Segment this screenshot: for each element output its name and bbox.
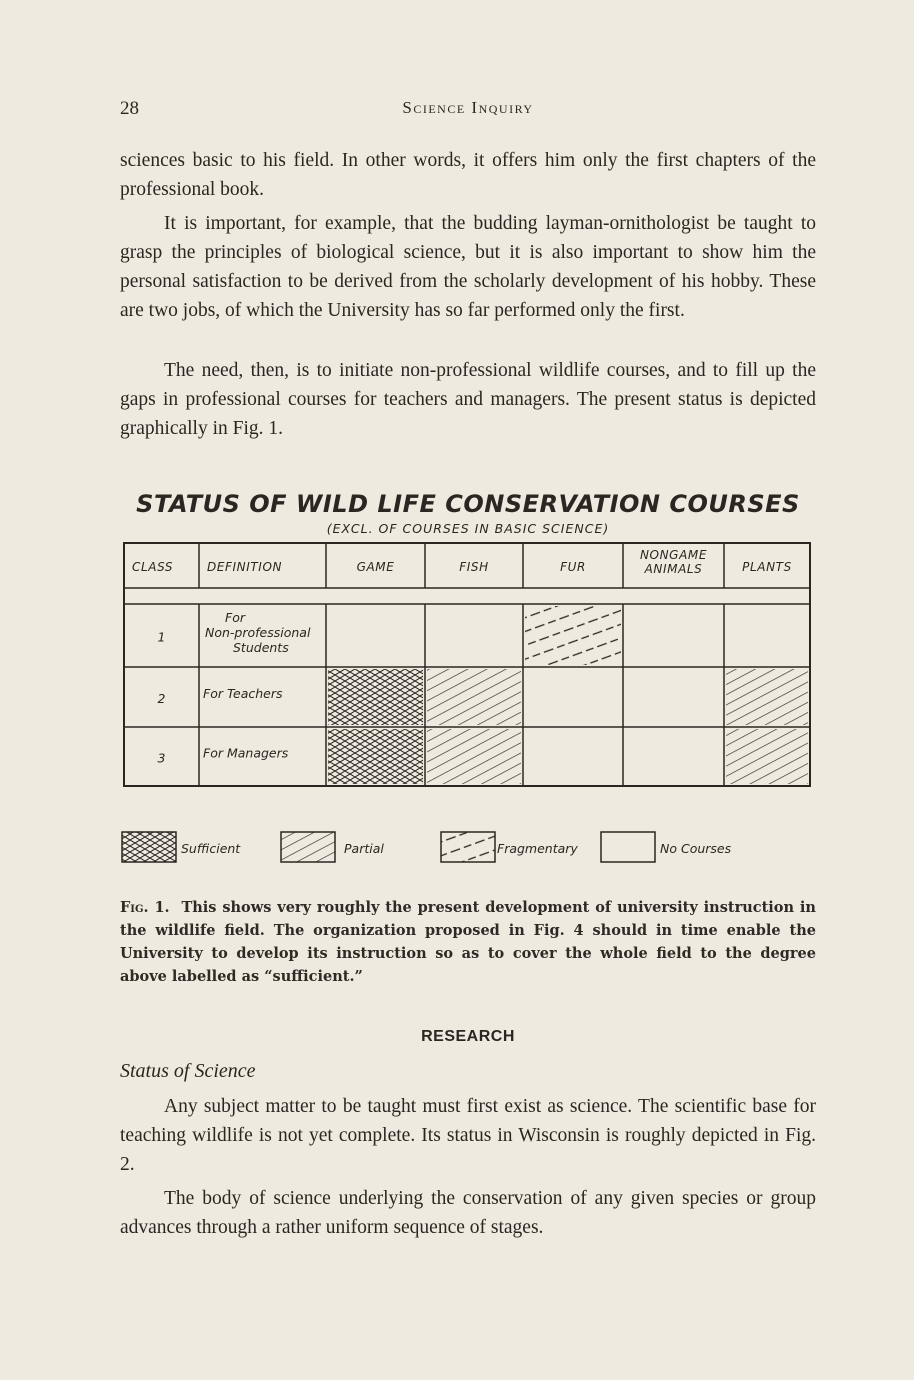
header-definition: DEFINITION xyxy=(207,560,283,574)
legend-label-partial: Partial xyxy=(344,841,384,856)
paragraph-continuation: sciences basic to his field. In other words, it offers him only the first chapters of the professional book. xyxy=(120,150,816,200)
header-nongame-animals-line: ANIMALS xyxy=(644,562,703,576)
header-plants: PLANTS xyxy=(742,560,792,574)
cell-plants-partial xyxy=(726,729,808,784)
cell-game-sufficient xyxy=(328,729,423,784)
header-fur: FUR xyxy=(560,560,586,574)
class-number-3: 3 xyxy=(157,750,166,766)
definition-line: Non-professional xyxy=(205,625,311,640)
header-game: GAME xyxy=(356,560,395,574)
cell-plants-partial xyxy=(726,669,808,725)
class-number-2: 2 xyxy=(157,691,166,706)
cell-fish-partial xyxy=(427,729,521,784)
legend-swatch-none xyxy=(601,832,655,862)
legend-swatch-partial xyxy=(281,832,335,862)
cell-fur-fragmentary xyxy=(525,606,621,665)
definition-line: For xyxy=(225,610,245,625)
running-title: Science Inquiry xyxy=(402,98,534,117)
definition-2: For Teachers xyxy=(203,686,283,701)
legend-label-sufficient: Sufficient xyxy=(181,841,241,856)
class-number-1: 1 xyxy=(157,629,166,645)
figure-title: STATUS OF WILD LIFE CONSERVATION COURSES xyxy=(136,490,800,518)
header-class: CLASS xyxy=(132,560,174,574)
legend-label-fragmentary: Fragmentary xyxy=(497,841,578,856)
paragraph-need: The need, then, is to initiate non-professional wildlife courses, and to fill up the gaps in professional courses for teachers and managers. The present status is depicted graphically in Fig. 1. xyxy=(120,360,816,439)
paragraph-body-of-science: The body of science underlying the conservation of any given species or group advances through a rather uniform sequence of stages. xyxy=(120,1188,816,1238)
subheading-status-of-science: Status of Science xyxy=(120,1060,256,1082)
paragraph-ornithologist: It is important, for example, that the budding layman-ornithologist be taught to grasp the principles of biological science, but it is also important to show him the personal satisfaction to be derived from the scholarly development of his hobby. These are two jobs, of which the University has so far performed only the first. xyxy=(120,213,816,321)
definition-line: Students xyxy=(233,640,289,655)
header-nongame-animals-line: NONGAME xyxy=(639,548,708,562)
cell-fish-partial xyxy=(427,669,521,725)
page-number: 28 xyxy=(120,98,139,119)
section-heading-research: RESEARCH xyxy=(421,1028,515,1045)
header-fish: FISH xyxy=(459,560,489,574)
paragraph-subject-matter: Any subject matter to be taught must first exist as science. The scientific base for teaching wildlife is not yet complete. Its status in Wisconsin is roughly depicted in Fig. 2. xyxy=(120,1096,816,1175)
figure-label: Fig. 1. xyxy=(120,899,170,916)
legend-swatch-sufficient xyxy=(122,832,176,862)
figure-caption-text: This shows very roughly the present development of university instruction in the wildlife field. The organization proposed in Fig. 4 should in time enable the University to develop its instruction so as to cover the whole field to the degree above labelled as “sufficient.” xyxy=(120,899,816,985)
definition-3: For Managers xyxy=(203,745,289,761)
legend-label-none: No Courses xyxy=(660,841,732,856)
figure-subtitle: (EXCL. OF COURSES IN BASIC SCIENCE) xyxy=(326,521,610,536)
figure-caption xyxy=(120,896,816,988)
legend-swatch-fragmentary xyxy=(441,832,495,862)
cell-game-sufficient xyxy=(328,669,423,725)
